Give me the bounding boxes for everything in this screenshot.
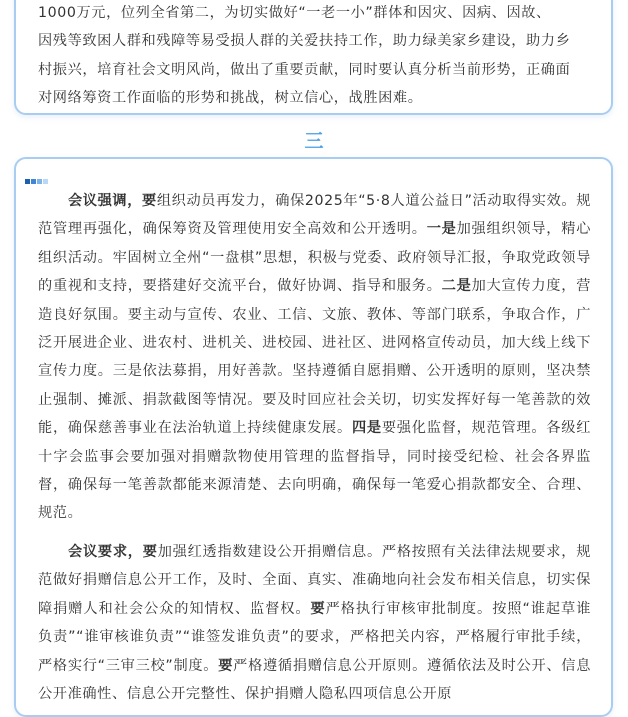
lead-text: 要 [142, 193, 157, 209]
body-text: 严格执行审核审批制度。按照“谁起草谁负责”“谁审核谁负责”“谁签发谁负责”的要求，严格把关内容，严格履行审批手续，严格实行“三审三校”制度。 [38, 600, 591, 674]
point-marker: 四是 [351, 420, 382, 437]
body-text: 加强组织领导，精心组织活动。牢固树立全州“一盘棋”思想，积极与党委、政府领导汇报，争取党政领导的重视和支持，要搭建好交流平台，做好协调、指导和服务。 [38, 221, 591, 295]
lead-text: 要 [142, 544, 158, 560]
body-text: 加大宣传力度，营造良好氛围。要主动与宣传、农业、工信、文旅、教体、等部门联系，争取合作，广泛开展进企业、进农村、进机关、进校园、进社区、进网格宣传动员，加大线上线下宣传力度。三是依法募捐，用好善款。坚持遵循自愿捐赠、公开透明的原则，坚决禁止强制、摊派、捐款截图等情况。要及时回应社会关切，切实发挥好每一笔善款的效能，确保慈善事业在法治轨道上持续健康发展。 [38, 278, 591, 437]
paragraph-meeting-emphasis [38, 187, 591, 528]
text-line: 村振兴，培育社会文明风尚，做出了重要贡献，同时要认真分析当前形势，正确面 [38, 61, 571, 78]
body-text: 要强化监督，规范管理。各级红十字会监事会要加强对捐赠款物使用管理的监督指导，同时接受纪检、社会各界监督，确保每一笔善款都能来源清楚、去向明确，确保每一笔爱心捐款都安全、合理、规范。 [38, 420, 591, 522]
text-line: 因残等致困人群和残障等易受损人群的关爱扶持工作，助力绿美家乡建设，助力乡 [38, 33, 571, 50]
text-line: 1000万元，位列全省第二，为切实做好“一老一小”群体和因灾、因病、因故、 [38, 5, 551, 21]
point-marker: 二是 [441, 278, 472, 295]
paragraph-intro [38, 0, 593, 113]
point-marker: 一是 [426, 221, 457, 238]
point-marker: 要 [310, 600, 326, 617]
section-number: 三 [304, 130, 324, 152]
lead-text: 会议强调， [68, 193, 143, 209]
lead-text: 会议要求， [68, 544, 143, 560]
point-marker: 要 [218, 657, 234, 674]
body-text: 严格遵循捐赠信息公开原则。遵循依法及时公开、信息公开准确性、信息公开完整性、保护捐赠人隐私四项信息公开原 [38, 657, 591, 703]
body-text: 加强红透指数建设公开捐赠信息。严格按照有关法律法规要求，规范做好捐赠信息公开工作，及时、全面、真实、准确地向社会发布相关信息，切实保障捐赠人和社会公众的知情权、监督权。 [38, 544, 591, 617]
text-line: 对网络筹资工作面临的形势和挑战，树立信心，战胜困难。 [38, 90, 423, 107]
paragraph-meeting-requirement [38, 538, 591, 708]
corner-decoration-icon [25, 179, 48, 184]
body-text: 组织动员再发力，确保2025年“5·8人道公益日”活动取得实效。规范管理再强化，确保筹资及管理使用安全高效和公开透明。 [38, 193, 591, 238]
